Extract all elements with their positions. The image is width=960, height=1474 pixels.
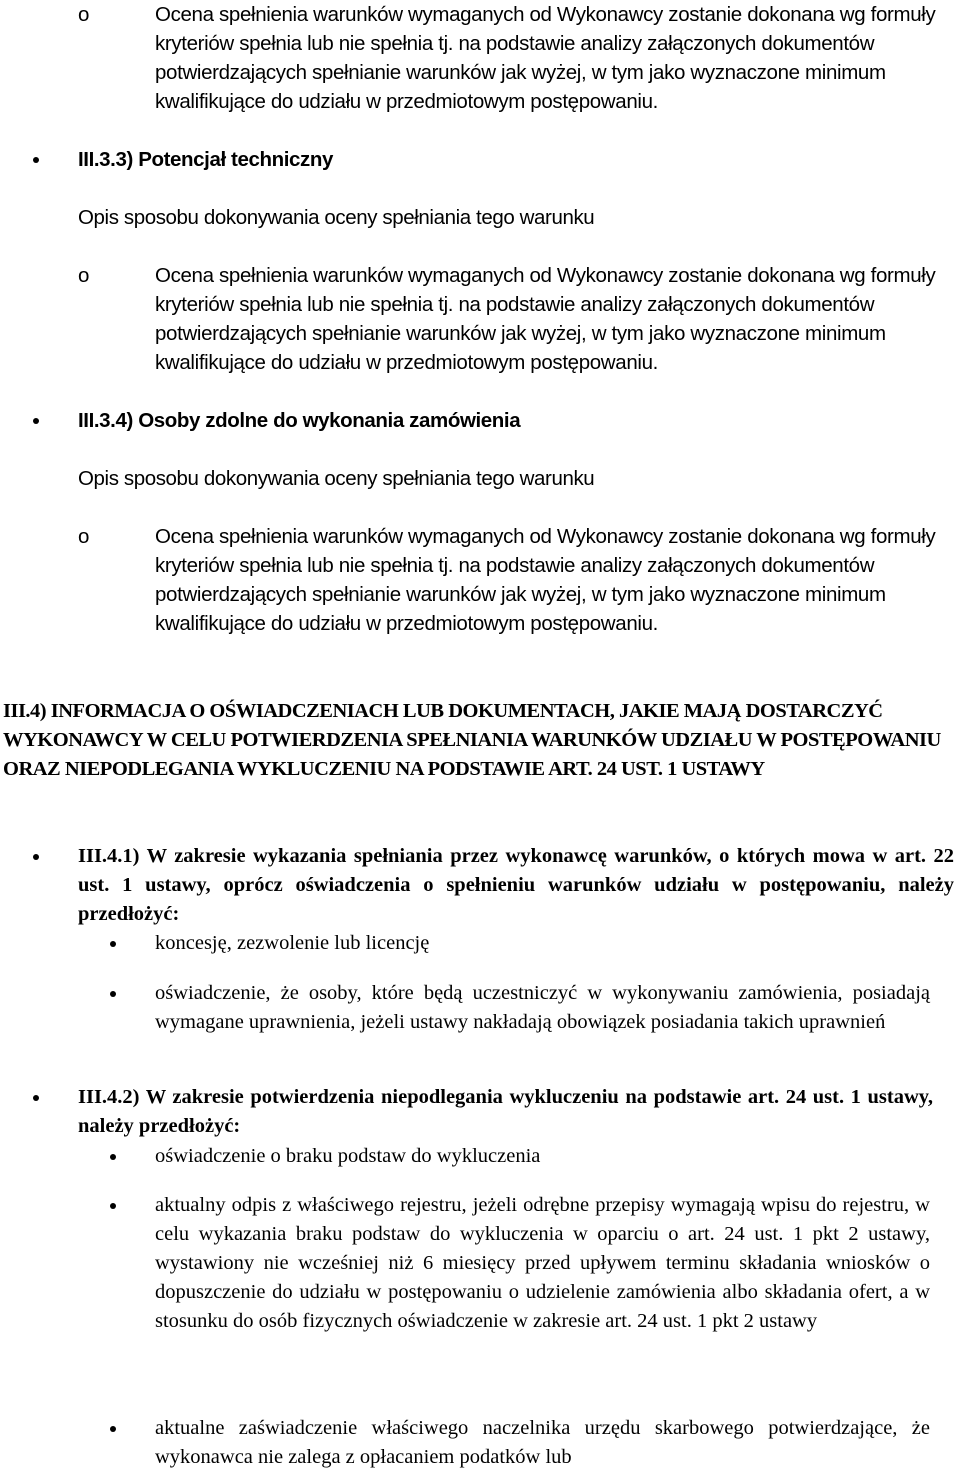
bullet-dot-icon — [33, 418, 39, 424]
item-iii-4-2: III.4.2) W zakresie potwierdzenia niepodlegania wykluczeniu na podstawie art. 24 ust. 1 ustawy, należy przedłożyć: — [78, 1083, 933, 1141]
item-iii-4-2-b: aktualny odpis z właściwego rejestru, jeżeli odrębne przepisy wymagają wpisu do rejestru, w celu wykazania braku podstaw do wykluczenia w oparciu o art. 24 ust. 1 pkt 2 ustawy, wystawiony nie wcześniej niż 6 miesięcy przed upływem terminu składania wniosków o dopuszczenie do udziału w postępowaniu o udzielenie zamówienia albo składania ofert, a w stosunku do osób fizycznych oświadczenie w zakresie art. 24 ust. 1 pkt 2 ustawy — [155, 1191, 930, 1336]
item-iii-4-1-b: oświadczenie, że osoby, które będą uczestniczyć w wykonywaniu zamówienia, posiadają wymagane uprawnienia, jeżeli ustawy nakładają obowiązek posiadania takich uprawnień — [155, 979, 930, 1037]
bullet-dot-icon — [110, 991, 116, 997]
opis-heading-2: Opis sposobu dokonywania oceny spełniania tego warunku — [78, 467, 595, 490]
bullet-dot-icon — [33, 1095, 39, 1101]
ocena-text-2: Ocena spełnienia warunków wymaganych od Wykonawcy zostanie dokonana wg formuły kryteriów spełnia lub nie spełnia tj. na podstawie analizy załączonych dokumentów potwierdzających spełnianie warunków jak wyżej, w tym jako wyznaczone minimum kwalifikujące do udziału w przedmiotowym postępowaniu. — [155, 264, 936, 374]
bullet-dot-icon — [110, 1154, 116, 1160]
ocena-text-3: Ocena spełnienia warunków wymaganych od Wykonawcy zostanie dokonana wg formuły kryteriów spełnia lub nie spełnia tj. na podstawie analizy załączonych dokumentów potwierdzających spełnianie warunków jak wyżej, w tym jako wyznaczone minimum kwalifikujące do udziału w przedmiotowym postępowaniu. — [155, 525, 936, 635]
section-heading-iii-4: III.4) INFORMACJA O OŚWIADCZENIACH LUB DOKUMENTACH, JAKIE MAJĄ DOSTARCZYĆ WYKONAWCY W CELU POTWIERDZENIA SPEŁNIANIA WARUNKÓW UDZIAŁU W POSTĘPOWANIU ORAZ NIEPODLEGANIA WYKLUCZENIU NA PODSTAWIE ART. 24 UST. 1 USTAWY — [3, 700, 941, 780]
ocena-paragraph-2 — [78, 261, 955, 377]
bullet-dot-icon — [110, 1203, 116, 1209]
heading-iii-3-3: III.3.3) Potencjał techniczny — [78, 145, 956, 174]
heading-iii-3-4: III.3.4) Osoby zdolne do wykonania zamówienia — [78, 406, 956, 435]
sub-bullet-marker: o — [78, 525, 90, 548]
bullet-dot-icon — [110, 941, 116, 947]
ocena-paragraph-1 — [78, 0, 955, 116]
opis-heading-1: Opis sposobu dokonywania oceny spełniania tego warunku — [78, 206, 595, 229]
ocena-paragraph-3 — [78, 522, 955, 638]
ocena-text-1: Ocena spełnienia warunków wymaganych od Wykonawcy zostanie dokonana wg formuły kryteriów spełnia lub nie spełnia tj. na podstawie analizy załączonych dokumentów potwierdzających spełnianie warunków jak wyżej, w tym jako wyznaczone minimum kwalifikujące do udziału w przedmiotowym postępowaniu. — [155, 3, 936, 113]
item-iii-4-2-c: aktualne zaświadczenie właściwego naczelnika urzędu skarbowego potwierdzające, że wykonawca nie zalega z opłacaniem podatków lub — [155, 1414, 930, 1472]
sub-bullet-marker: o — [78, 264, 90, 287]
item-iii-4-1: III.4.1) W zakresie wykazania spełniania przez wykonawcę warunków, o których mowa w art. 22 ust. 1 ustawy, oprócz oświadczenia o spełnieniu warunków udziału w postępowaniu, należy przedłożyć: — [78, 842, 954, 929]
sub-bullet-marker: o — [78, 3, 90, 26]
bullet-dot-icon — [110, 1426, 116, 1432]
item-iii-4-2-a: oświadczenie o braku podstaw do wykluczenia — [155, 1142, 930, 1171]
bullet-dot-icon — [33, 157, 39, 163]
bullet-dot-icon — [33, 854, 39, 860]
item-iii-4-1-a: koncesję, zezwolenie lub licencję — [155, 929, 930, 958]
